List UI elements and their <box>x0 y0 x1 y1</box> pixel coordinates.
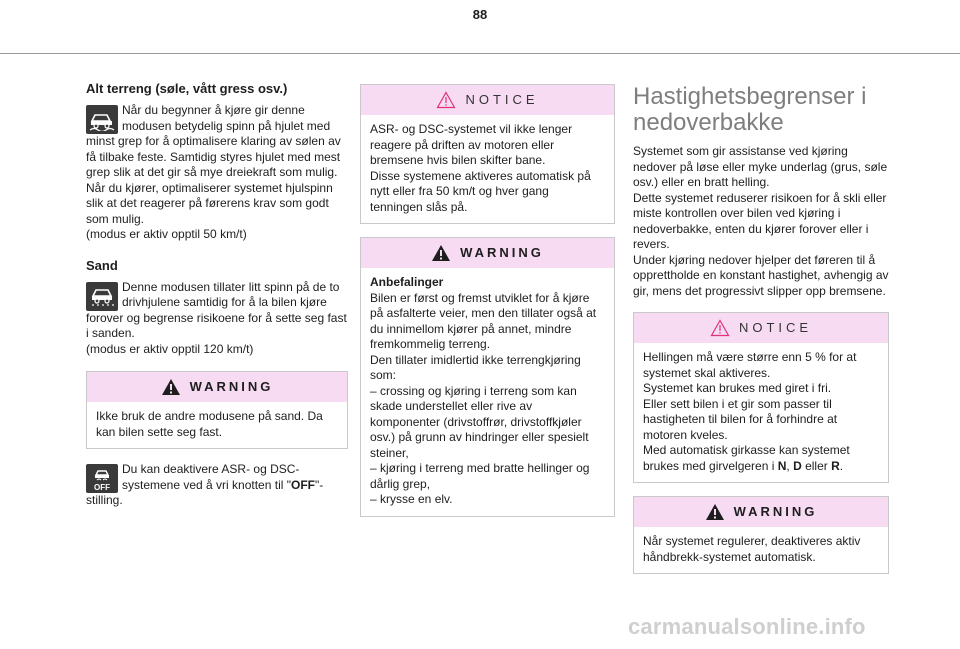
warning-triangle-icon <box>161 378 181 396</box>
gear-end: . <box>839 458 844 473</box>
warning-body <box>361 268 614 516</box>
warning-box-handbrake <box>633 496 889 574</box>
mud-mode-icon <box>86 105 118 134</box>
column-left <box>86 80 348 509</box>
gear-sep: , <box>786 458 794 473</box>
watermark[interactable]: carmanualsonline.info <box>628 614 866 639</box>
asr-off-bold: OFF <box>291 477 316 492</box>
notice-text: ASR- og DSC-systemet vil ikke lenger reagere på driften av motoren eller bremsene hvis bilen skifter bane. Disse systemene aktiveres automatisk på nytt eller fra 50 km/t og hver gang tenningen slås på. <box>370 122 591 214</box>
svg-text:OFF: OFF <box>94 482 110 492</box>
warning-lead: Anbefalinger <box>370 275 444 289</box>
mud-mode-paragraph <box>86 103 348 243</box>
heading-sand-mode: Sand <box>86 257 118 273</box>
warning-header <box>87 372 347 402</box>
gear-r: R <box>831 458 840 473</box>
sand-mode-icon <box>86 282 118 311</box>
asr-off-text-part2: "-stilling. <box>86 477 324 507</box>
sand-mode-paragraph <box>86 280 348 358</box>
page-number: 88 <box>472 7 488 22</box>
warning-text: Når systemet regulerer, deaktiveres aktiv håndbrekk-systemet automatisk. <box>643 534 861 564</box>
notice-triangle-icon <box>436 91 456 109</box>
gear-or: eller <box>801 458 832 473</box>
warning-text: Bilen er først og fremst utviklet for å kjøre på asfalterte veier, men den tillater også at du innimellom kjører på annet, mindre fremkommelig terreng. Den tillater imidlertid ikke terrengkjøring som: – crossing og kjøring i terreng som kan skade understellet eller rive av komponenter (drivstoffrør, drivstoffkjøler osv.) på grunn av hindringer eller spesielt steiner, – kjøring i terreng med bratte hellinger og dårlig grep, – krysse en elv. <box>370 290 597 506</box>
mud-mode-text: Når du begynner å kjøre gir denne modusen betydelig spinn på hjulet med minst grep for å optimalisere klaring av sølen av få tilbake feste. Samtidig styres hjulet med mest grep slik at det gir så mye dreiekraft som mulig. Når du kjører, optimaliserer systemet hjulspinn slik at det reagerer på førerens krav som godt som mulig. (modus er aktiv opptil 50 km/t) <box>86 103 341 241</box>
gear-d: D <box>793 458 802 473</box>
notice-text-main: Hellingen må være større enn 5 % for at systemet skal aktiveres. Systemet kan brukes med giret i fri. Eller sett bilen i et gir som passer til hastigheten til bilen for å forhindre at motoren kveles. Med automatisk girkasse kan systemet brukes med girvelgeren i <box>643 350 857 473</box>
warning-header <box>361 238 614 268</box>
notice-box-slope <box>633 312 889 483</box>
notice-triangle-icon <box>710 319 730 337</box>
asr-off-icon <box>86 464 118 493</box>
warning-title: WARNING <box>189 379 274 395</box>
notice-title: NOTICE <box>465 92 539 108</box>
heading-mud-mode: Alt terreng (søle, vått gress osv.) <box>86 81 288 96</box>
notice-title: NOTICE <box>738 320 813 336</box>
column-middle <box>360 84 615 517</box>
notice-header <box>634 313 888 343</box>
asr-off-paragraph <box>86 462 348 509</box>
notice-header <box>361 85 614 115</box>
gear-n: N <box>777 458 787 473</box>
warning-header <box>634 497 888 527</box>
warning-triangle-icon <box>705 503 725 521</box>
sand-mode-text: Denne modusen tillater litt spinn på de to drivhjulene samtidig for å la bilen kjøre forover og begrense risikoene for å sette seg fast i sanden. (modus er aktiv opptil 120 km/t) <box>86 279 347 356</box>
section-heading: Hastighetsbegrenser i nedoverbakke <box>633 83 867 136</box>
warning-triangle-icon <box>431 244 451 262</box>
column-right <box>633 84 889 574</box>
warning-title: WARNING <box>460 245 544 261</box>
section-intro: Systemet som gir assistanse ved kjøring nedover på løse eller myke underlag (grus, søle osv.) eller en bratt helling. Dette systemet reduserer risikoen for å skli eller miste kontrollen over bilen ved kjøring i nedoverbakke, enten du kjører forover eller i revers. Under kjøring nedover hjelper det føreren til å opprettholde en konstant hastighet, avhengig av gir, mens det progressivt slipper opp bremsene. <box>633 144 889 298</box>
warning-box-recommendations <box>360 237 615 517</box>
warning-title: WARNING <box>733 504 818 520</box>
warning-box-sand <box>86 371 348 449</box>
warning-text: Ikke bruk de andre modusene på sand. Da kan bilen sette seg fast. <box>96 409 323 439</box>
asr-off-text-part1: Du kan deaktivere ASR- og DSC-systemene ved å vri knotten til " <box>122 462 300 492</box>
asr-off-text <box>86 462 348 509</box>
notice-text <box>634 343 888 482</box>
header-divider <box>0 53 960 54</box>
notice-box-asr <box>360 84 615 224</box>
